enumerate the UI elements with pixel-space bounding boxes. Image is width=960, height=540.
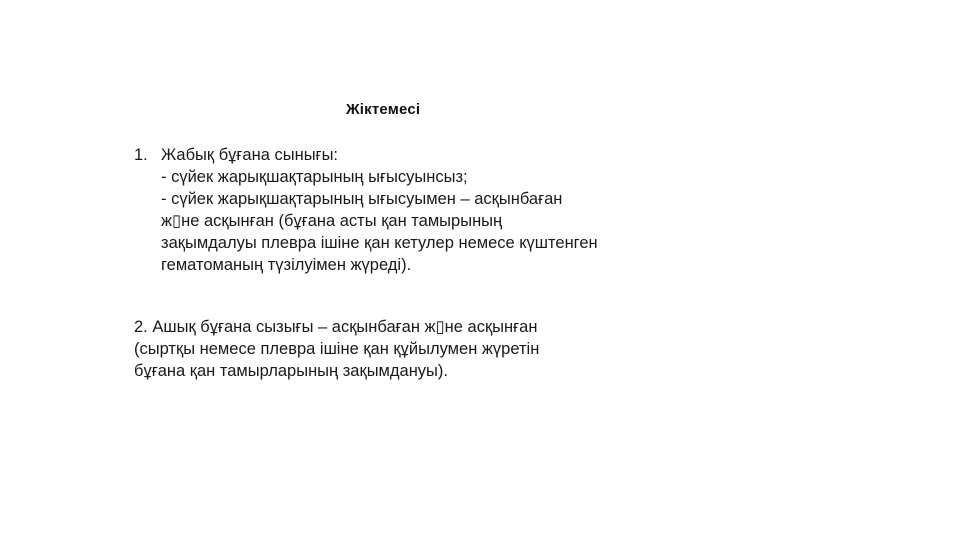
item-1-line: зақымдалуы плевра ішіне қан кетулер немесе күштенген (161, 234, 598, 252)
slide-title: Жіктемесі (346, 101, 421, 118)
item-2-line: 2. Ашық бұғана сызығы – асқынбаған ж▯не асқынған (134, 318, 538, 336)
classification-item-2 (134, 316, 694, 382)
item-2-line: (сыртқы немесе плевра ішіне қан құйылумен жүретін (134, 340, 540, 358)
item-1-line: - сүйек жарықшақтарының ығысуымен – асқынбаған (161, 190, 563, 208)
item-1-number: 1. (134, 146, 148, 164)
item-1-line: ж▯не асқынған (бұғана асты қан тамырының (161, 212, 503, 230)
item-2-line: бұғана қан тамырларының зақымдануы). (134, 362, 448, 380)
item-1-body (161, 144, 694, 276)
item-1-line: гематоманың түзілуімен жүреді). (161, 256, 412, 274)
item-1-line: - сүйек жарықшақтарының ығысуынсыз; (161, 168, 468, 186)
classification-item-1 (134, 144, 694, 276)
item-1-line: Жабық бұғана сынығы: (161, 146, 339, 164)
